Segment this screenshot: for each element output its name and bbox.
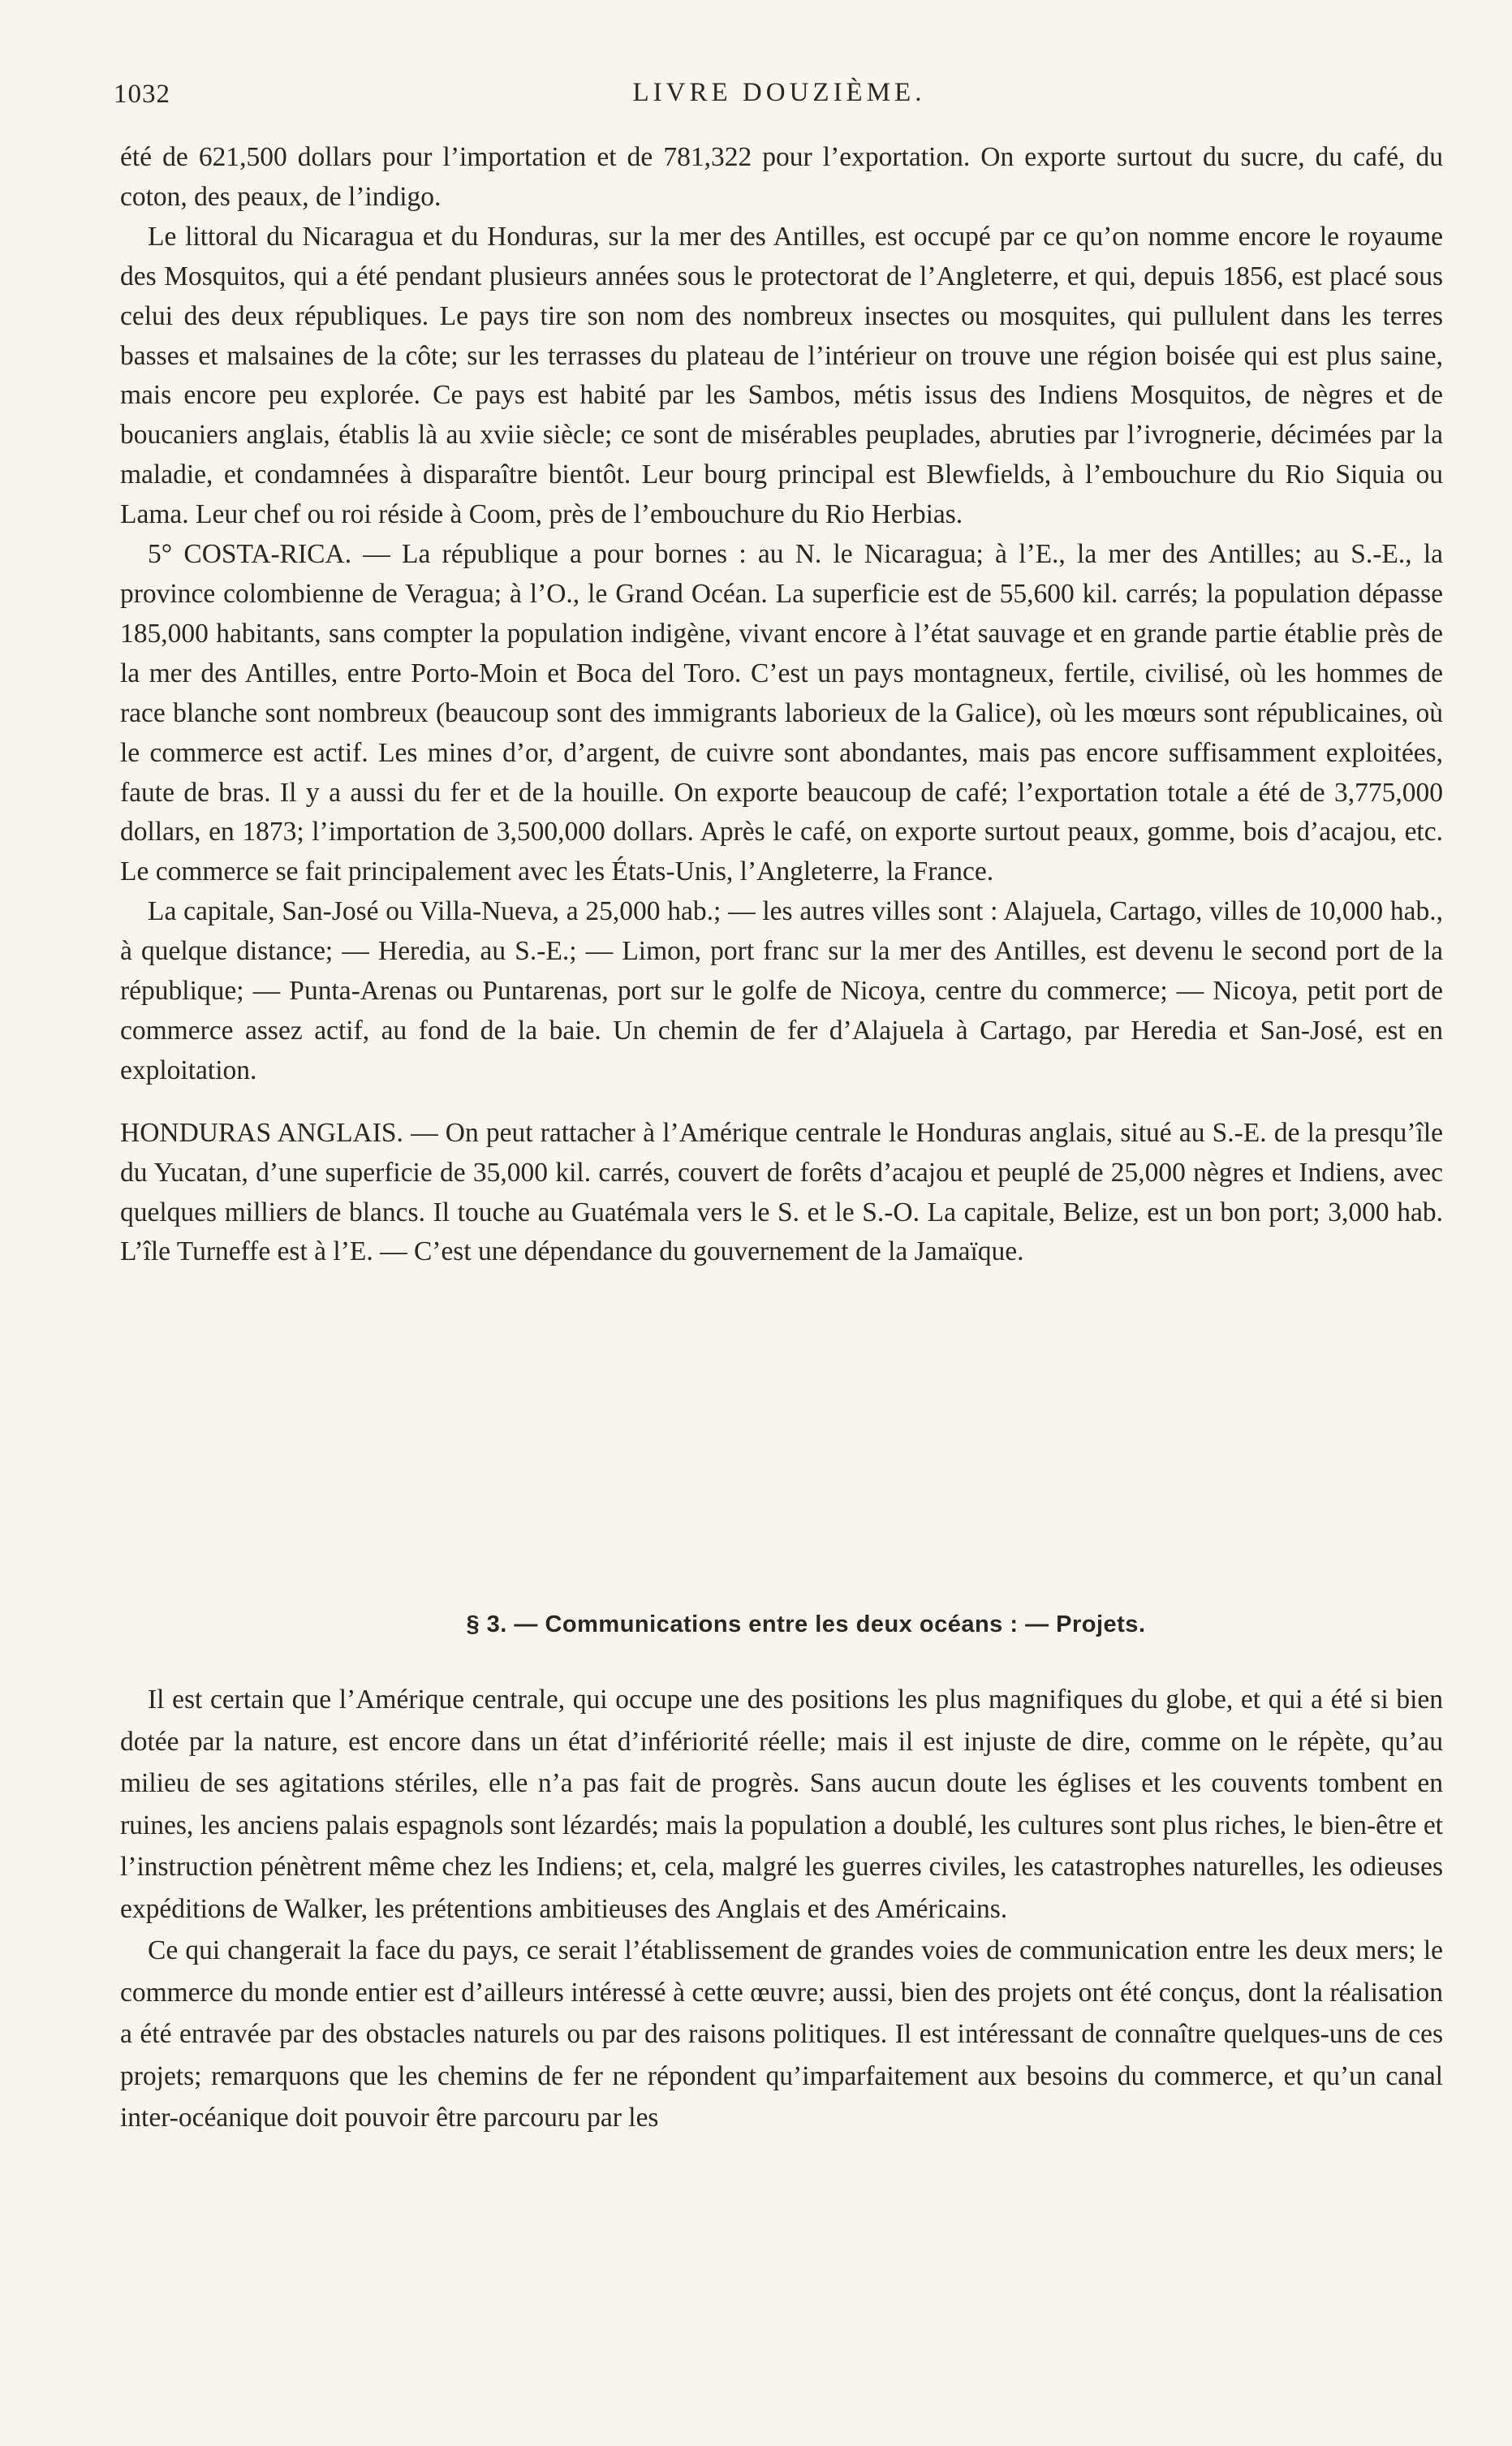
paragraph-honduras-anglais: HONDURAS ANGLAIS. — On peut rattacher à l’Amérique centrale le Honduras anglais, situé au S.-E. de la presqu’île du Yucatan, d’une superficie de 35,000 kil. carrés, couvert de forêts d’acajou et peuplé de 25,000 nègres et Indiens, avec quelques milliers de blancs. Il touche au Guatémala vers le S. et le S.-O. La capitale, Belize, est un bon port; 3,000 hab. L’île Turneffe est à l’E. — C’est une dépendance du gouvernement de la Jamaïque. [120,1117,1443,1267]
page-header [114,75,1445,115]
section-text [120,1679,1443,2139]
page-number: 1032 [114,80,170,109]
paragraph-voies-communication: Ce qui changerait la face du pays, ce serait l’établissement de grandes voies de communication entre les deux mers; le commerce du monde entier est d’ailleurs intéressé à cette œuvre; aussi, bien des projets ont été conçus, dont la réalisation a été entravée par des obstacles naturels ou par des raisons politiques. Il est intéressant de connaître quelques-uns de ces projets; remarquons que les chemins de fer ne répondent qu’imparfaitement aux besoins du commerce, et qu’un canal inter-océanique doit pouvoir être parcouru par les [120,1935,1443,2133]
paragraph-mosquitos: Le littoral du Nicaragua et du Honduras, sur la mer des Antilles, est occupé par ce qu’on nomme encore le royaume des Mosquitos, qui a été pendant plusieurs années sous le protectorat de l’Angleterre, et qui, depuis 1856, est placé sous celui des deux républiques. Le pays tire son nom des nombreux insectes ou mosquites, qui pullulent dans les terres basses et malsaines de la côte; sur les terrasses du plateau de l’intérieur on trouve une région boisée qui est plus saine, mais encore peu explorée. Ce pays est habité par les Sambos, métis issus des Indiens Mosquitos, de nègres et de boucaniers anglais, établis là au xviie siècle; ce sont de misérables peuplades, abruties par l’ivrognerie, décimées par la maladie, et condamnées à disparaître bientôt. Leur bourg principal est Blewfields, à l’embouchure du Rio Siquia ou Lama. Leur chef ou roi réside à Coom, près de l’embouchure du Rio Herbias. [120,221,1443,530]
running-title: LIVRE DOUZIÈME. [632,78,926,107]
paragraph-costa-rica: 5° COSTA-RICA. — La république a pour bornes : au N. le Nicaragua; à l’E., la mer des Antilles; au S.-E., la province colombienne de Veragua; à l’O., le Grand Océan. La superficie est de 55,600 kil. carrés; la population dépasse 185,000 habitants, sans compter la population indigène, vivant encore à l’état sauvage et en grande partie établie près de la mer des Antilles, entre Porto-Moin et Boca del Toro. C’est un pays montagneux, fertile, civilisé, où les hommes de race blanche sont nombreux (beaucoup sont des immigrants laborieux de la Galice), où les mœurs sont républicaines, où le commerce est actif. Les mines d’or, d’argent, de cuivre sont abondantes, mais pas encore suffisamment exploitées, faute de bras. Il y a aussi du fer et de la houille. On exporte beaucoup de café; l’exportation totale a été de 3,775,000 dollars, en 1873; l’importation de 3,500,000 dollars. Après le café, on exporte surtout peaux, gomme, bois d’acajou, etc. Le commerce se fait principalement avec les États-Unis, l’Angleterre, la France. [120,539,1443,887]
paragraph-amerique-centrale: Il est certain que l’Amérique centrale, qui occupe une des positions les plus magnifiques du globe, et qui a été si bien dotée par la nature, est encore dans un état d’infériorité réelle; mais il est injuste de dire, comme on le répète, qu’au milieu de ses agitations stériles, elle n’a pas fait de progrès. Sans aucun doute les églises et les couvents tombent en ruines, les anciens palais espagnols sont lézardés; mais la population a doublé, les cultures sont plus riches, le bien-être et l’instruction pénètrent même chez les Indiens; et, cela, malgré les guerres civiles, les catastrophes naturelles, les odieuses expéditions de Walker, les prétentions ambitieuses des Anglais et des Américains. [120,1685,1443,1924]
section-heading: § 3. — Communications entre les deux océans : — Projets. [466,1611,1146,1637]
paragraph-exports: été de 621,500 dollars pour l’importation et de 781,322 pour l’exportation. On exporte surtout du sucre, du café, du coton, des peaux, de l’indigo. [120,142,1443,212]
paragraph-spacer [120,1091,1443,1114]
body-text [120,138,1443,1272]
paragraph-costa-rica-cities: La capitale, San-José ou Villa-Nueva, a 25,000 hab.; — les autres villes sont : Alajuela, Cartago, villes de 10,000 hab., à quelque distance; — Heredia, au S.-E.; — Limon, port franc sur la mer des Antilles, est devenu le second port de la république; — Punta-Arenas ou Puntarenas, port sur le golfe de Nicoya, centre du commerce; — Nicoya, petit port de commerce assez actif, au fond de la baie. Un chemin de fer d’Alajuela à Cartago, par Heredia et San-José, est en exploitation. [120,896,1443,1085]
